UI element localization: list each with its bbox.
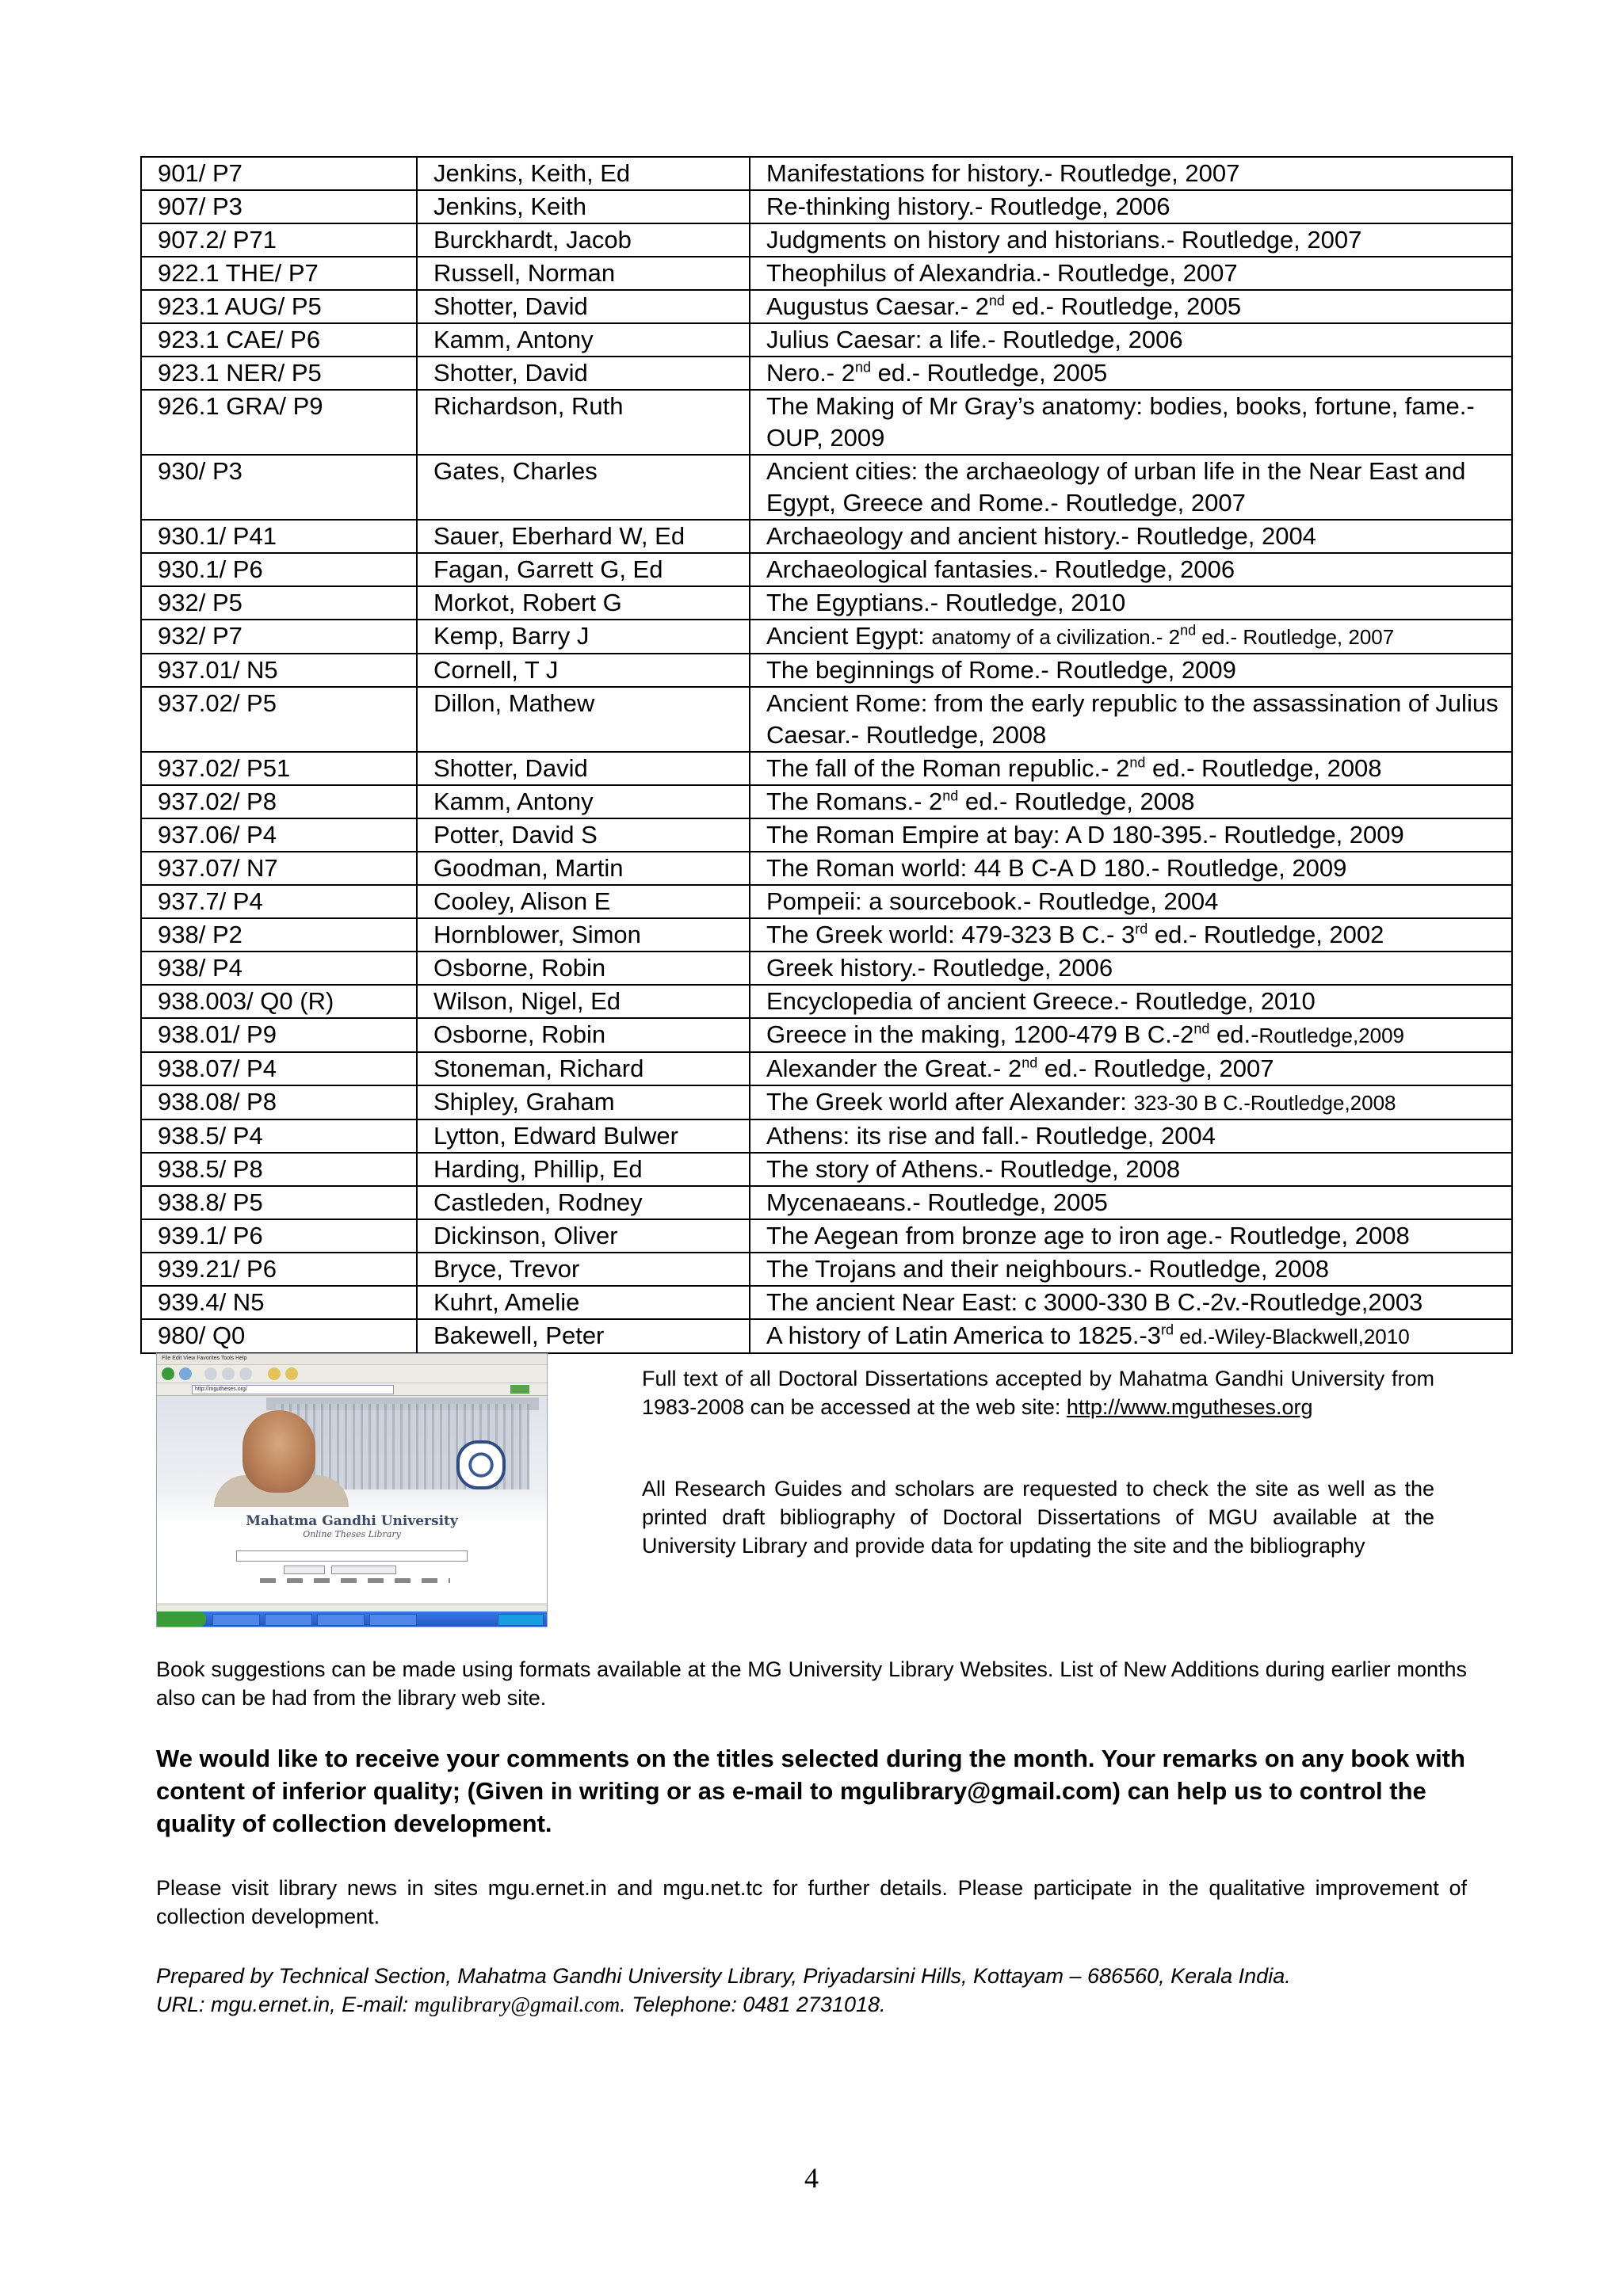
table-row xyxy=(141,257,1512,290)
call-number-cell: 939.1/ P6 xyxy=(141,1219,417,1253)
table-row xyxy=(141,1319,1512,1353)
title-cell xyxy=(750,1018,1512,1052)
call-number-cell: 938.08/ P8 xyxy=(141,1085,417,1119)
table-row xyxy=(141,1119,1512,1153)
address-field: http://mgutheses.org/ xyxy=(192,1385,394,1394)
title-cell xyxy=(750,885,1512,918)
author-cell: Jenkins, Keith, Ed xyxy=(417,157,750,190)
search-icon xyxy=(268,1367,281,1380)
title-text: Pompeii: a sourcebook.- Routledge, 2004 xyxy=(766,887,1219,915)
title-text: The Greek world: 479-323 B C.- 3 xyxy=(766,921,1136,948)
ordinal-superscript: nd xyxy=(1180,622,1197,639)
author-cell: Shipley, Graham xyxy=(417,1085,750,1119)
title-cell xyxy=(750,785,1512,818)
title-text: ed.- Routledge, 2008 xyxy=(1145,754,1382,782)
title-cell xyxy=(750,520,1512,553)
title-cell xyxy=(750,586,1512,620)
title-cell xyxy=(750,918,1512,952)
gandhi-portrait xyxy=(242,1410,315,1493)
title-text: Ancient cities: the archaeology of urban life in the Near East and Egypt, Greece and Rome.- Routledge, 2007 xyxy=(766,457,1466,517)
website-content xyxy=(157,1396,547,1604)
browser-menu-bar xyxy=(157,1354,547,1365)
title-cell xyxy=(750,455,1512,520)
university-emblem-icon xyxy=(456,1440,506,1489)
title-cell xyxy=(750,553,1512,586)
author-cell: Dickinson, Oliver xyxy=(417,1219,750,1253)
title-text: The ancient Near East: c 3000-330 B C.-2v.-Routledge,2003 xyxy=(766,1288,1423,1316)
title-cell xyxy=(750,323,1512,357)
footer-url-prefix: URL: mgu.ernet.in, E-mail: xyxy=(156,1993,414,2016)
title-cell xyxy=(750,1253,1512,1286)
call-number-cell: 930/ P3 xyxy=(141,455,417,520)
title-text: Mycenaeans.- Routledge, 2005 xyxy=(766,1188,1108,1216)
table-row xyxy=(141,952,1512,985)
title-text: The story of Athens.- Routledge, 2008 xyxy=(766,1155,1181,1183)
table-row xyxy=(141,455,1512,520)
author-cell: Morkot, Robert G xyxy=(417,586,750,620)
table-row xyxy=(141,390,1512,455)
refresh-icon xyxy=(222,1367,235,1380)
call-number-cell: 937.06/ P4 xyxy=(141,818,417,852)
call-number-cell: 937.02/ P51 xyxy=(141,752,417,785)
author-cell: Bakewell, Peter xyxy=(417,1319,750,1353)
table-row xyxy=(141,1018,1512,1052)
title-cell xyxy=(750,1319,1512,1353)
title-cell xyxy=(750,1119,1512,1153)
title-text: The beginnings of Rome.- Routledge, 2009 xyxy=(766,656,1236,684)
title-cell xyxy=(750,852,1512,885)
title-text: Routledge,2009 xyxy=(1258,1024,1405,1047)
author-cell: Shotter, David xyxy=(417,357,750,390)
dissertations-info xyxy=(642,1364,1434,1421)
title-cell xyxy=(750,1186,1512,1219)
title-text: ed.- Routledge, 2005 xyxy=(871,359,1108,387)
research-guides-info xyxy=(642,1474,1434,1560)
title-cell xyxy=(750,952,1512,985)
taskbar-item xyxy=(212,1614,260,1626)
table-row xyxy=(141,1286,1512,1319)
author-cell: Shotter, David xyxy=(417,752,750,785)
start-button xyxy=(157,1611,206,1627)
comments-text: We would like to receive your comments on the titles selected during the month. Your remarks on any book with content of inferior quality; (Given in writing or as e-mail to mgulibrary@gmail.com) can help us to control the quality of collection development. xyxy=(156,1745,1465,1837)
title-text: The Romans.- 2 xyxy=(766,788,943,815)
call-number-cell: 932/ P5 xyxy=(141,586,417,620)
table-row xyxy=(141,1085,1512,1119)
table-row xyxy=(141,785,1512,818)
title-text: Archaeological fantasies.- Routledge, 2006 xyxy=(766,555,1235,583)
comments-request xyxy=(156,1742,1467,1840)
website-search-button xyxy=(284,1566,325,1574)
table-row xyxy=(141,654,1512,687)
call-number-cell: 901/ P7 xyxy=(141,157,417,190)
author-cell: Burckhardt, Jacob xyxy=(417,223,750,257)
title-text: ed.- Routledge, 2005 xyxy=(1004,292,1242,320)
prepared-by-footer xyxy=(156,1962,1472,2019)
suggestion-text: Book suggestions can be made using formats available at the MG University Library Websites. List of New Additions during earlier months also can be had from the library web site. xyxy=(156,1657,1467,1710)
table-row xyxy=(141,586,1512,620)
footer-line-2 xyxy=(156,1990,1472,2019)
ordinal-superscript: rd xyxy=(1135,921,1148,937)
table-row xyxy=(141,290,1512,323)
ordinal-superscript: rd xyxy=(1161,1322,1174,1338)
table-row xyxy=(141,885,1512,918)
table-row xyxy=(141,357,1512,390)
home-icon xyxy=(239,1367,252,1380)
call-number-cell: 938.003/ Q0 (R) xyxy=(141,985,417,1018)
ordinal-superscript: nd xyxy=(1193,1020,1210,1037)
call-number-cell: 923.1 NER/ P5 xyxy=(141,357,417,390)
call-number-cell: 939.4/ N5 xyxy=(141,1286,417,1319)
title-text: Theophilus of Alexandria.- Routledge, 2007 xyxy=(766,259,1238,287)
author-cell: Shotter, David xyxy=(417,290,750,323)
author-cell: Russell, Norman xyxy=(417,257,750,290)
title-cell xyxy=(750,1052,1512,1085)
call-number-cell: 938/ P4 xyxy=(141,952,417,985)
author-cell: Gates, Charles xyxy=(417,455,750,520)
author-cell: Sauer, Eberhard W, Ed xyxy=(417,520,750,553)
title-cell xyxy=(750,357,1512,390)
website-search-field xyxy=(236,1550,468,1562)
title-text: The Roman Empire at bay: A D 180-395.- Routledge, 2009 xyxy=(766,821,1404,849)
table-row xyxy=(141,852,1512,885)
title-cell xyxy=(750,257,1512,290)
mgutheses-website-screenshot xyxy=(156,1353,548,1627)
title-text: ed.- Routledge, 2008 xyxy=(958,788,1195,815)
table-row xyxy=(141,1153,1512,1186)
research-guides-text: All Research Guides and scholars are requested to check the site as well as the printed draft bibliography of Doctoral Dissertations of MGU available at the University Library and provide data for updating the site and the bibliography xyxy=(642,1477,1434,1558)
author-cell: Osborne, Robin xyxy=(417,1018,750,1052)
title-text: Ancient Egypt: xyxy=(766,622,932,650)
table-row xyxy=(141,190,1512,223)
footer-phone: . Telephone: 0481 2731018. xyxy=(620,1993,886,2016)
website-subtitle: Online Theses Library xyxy=(303,1529,401,1539)
title-text: Greek history.- Routledge, 2006 xyxy=(766,954,1113,982)
table-row xyxy=(141,818,1512,852)
author-cell: Fagan, Garrett G, Ed xyxy=(417,553,750,586)
title-text: The Egyptians.- Routledge, 2010 xyxy=(766,589,1126,616)
title-text: 323-30 B C.-Routledge,2008 xyxy=(1133,1091,1396,1115)
title-cell xyxy=(750,390,1512,455)
author-cell: Cornell, T J xyxy=(417,654,750,687)
table-row xyxy=(141,157,1512,190)
title-text: ed.- xyxy=(1209,1020,1259,1048)
browser-menu-text: File Edit View Favorites Tools Help xyxy=(162,1356,247,1361)
call-number-cell: 939.21/ P6 xyxy=(141,1253,417,1286)
footer-email: mgulibrary@gmail.com xyxy=(414,1993,621,2016)
title-text: Judgments on history and historians.- Routledge, 2007 xyxy=(766,226,1362,254)
title-text: ed.- Routledge, 2002 xyxy=(1148,921,1384,948)
table-row xyxy=(141,223,1512,257)
call-number-cell: 932/ P7 xyxy=(141,620,417,654)
ordinal-superscript: nd xyxy=(1022,1055,1038,1071)
website-search-options xyxy=(260,1578,450,1583)
author-cell: Kuhrt, Amelie xyxy=(417,1286,750,1319)
call-number-cell: 937.02/ P5 xyxy=(141,687,417,752)
table-row xyxy=(141,1052,1512,1085)
table-row xyxy=(141,1253,1512,1286)
website-advanced-search-button xyxy=(331,1566,396,1574)
taskbar-item xyxy=(369,1614,417,1626)
table-row xyxy=(141,1186,1512,1219)
author-cell: Kamm, Antony xyxy=(417,323,750,357)
title-text: The Making of Mr Gray’s anatomy: bodies, books, fortune, fame.- OUP, 2009 xyxy=(766,392,1475,452)
table-row xyxy=(141,620,1512,654)
go-button xyxy=(510,1385,529,1394)
new-additions-table xyxy=(140,156,1513,1354)
windows-taskbar xyxy=(157,1611,547,1627)
author-cell: Kemp, Barry J xyxy=(417,620,750,654)
title-cell xyxy=(750,752,1512,785)
table-row xyxy=(141,323,1512,357)
author-cell: Wilson, Nigel, Ed xyxy=(417,985,750,1018)
footer-line-1: Prepared by Technical Section, Mahatma Gandhi University Library, Priyadarsini Hills, Kottayam – 686560, Kerala India. xyxy=(156,1964,1291,1988)
visit-text: Please visit library news in sites mgu.ernet.in and mgu.net.tc for further details. Please participate in the qualitative improvement of collection development. xyxy=(156,1876,1467,1928)
ordinal-superscript: nd xyxy=(1129,754,1146,771)
author-cell: Osborne, Robin xyxy=(417,952,750,985)
author-cell: Kamm, Antony xyxy=(417,785,750,818)
title-text: Ancient Rome: from the early republic to the assassination of Julius Caesar.- Routledge, 2008 xyxy=(766,689,1499,749)
call-number-cell: 926.1 GRA/ P9 xyxy=(141,390,417,455)
table-row xyxy=(141,918,1512,952)
call-number-cell: 938.8/ P5 xyxy=(141,1186,417,1219)
system-tray xyxy=(498,1614,544,1626)
call-number-cell: 938/ P2 xyxy=(141,918,417,952)
title-text: ed.- Routledge, 2007 xyxy=(1037,1055,1274,1082)
call-number-cell: 980/ Q0 xyxy=(141,1319,417,1353)
title-cell xyxy=(750,985,1512,1018)
table-row xyxy=(141,1219,1512,1253)
title-cell xyxy=(750,1153,1512,1186)
ordinal-superscript: nd xyxy=(942,788,959,804)
call-number-cell: 930.1/ P41 xyxy=(141,520,417,553)
title-text: Re-thinking history.- Routledge, 2006 xyxy=(766,193,1170,220)
ordinal-superscript: nd xyxy=(988,292,1005,309)
title-text: ed.-Wiley-Blackwell,2010 xyxy=(1174,1325,1410,1348)
mgutheses-link[interactable]: http://www.mgutheses.org xyxy=(1066,1395,1313,1419)
table-row xyxy=(141,752,1512,785)
title-text: Athens: its rise and fall.- Routledge, 2004 xyxy=(766,1122,1216,1150)
author-cell: Stoneman, Richard xyxy=(417,1052,750,1085)
title-cell xyxy=(750,818,1512,852)
call-number-cell: 937.02/ P8 xyxy=(141,785,417,818)
page-number: 4 xyxy=(804,2162,819,2194)
browser-status-bar xyxy=(157,1604,547,1611)
author-cell: Lytton, Edward Bulwer xyxy=(417,1119,750,1153)
author-cell: Potter, David S xyxy=(417,818,750,852)
author-cell: Harding, Phillip, Ed xyxy=(417,1153,750,1186)
suggestion-note xyxy=(156,1655,1467,1712)
browser-address-bar xyxy=(157,1383,547,1396)
table-row xyxy=(141,985,1512,1018)
title-cell xyxy=(750,1286,1512,1319)
title-text: Archaeology and ancient history.- Routledge, 2004 xyxy=(766,522,1316,550)
title-text: ed.- Routledge, 2007 xyxy=(1196,625,1395,649)
title-text: Encyclopedia of ancient Greece.- Routledge, 2010 xyxy=(766,987,1316,1015)
back-icon xyxy=(162,1367,174,1380)
call-number-cell: 938.5/ P8 xyxy=(141,1153,417,1186)
taskbar-item xyxy=(317,1614,365,1626)
author-cell: Cooley, Alison E xyxy=(417,885,750,918)
title-text: The Trojans and their neighbours.- Routledge, 2008 xyxy=(766,1255,1330,1283)
title-cell xyxy=(750,223,1512,257)
forward-icon xyxy=(179,1367,192,1380)
call-number-cell: 937.7/ P4 xyxy=(141,885,417,918)
title-cell xyxy=(750,1085,1512,1119)
call-number-cell: 938.07/ P4 xyxy=(141,1052,417,1085)
title-text: A history of Latin America to 1825.-3 xyxy=(766,1322,1161,1349)
title-text: The fall of the Roman republic.- 2 xyxy=(766,754,1130,782)
table-row xyxy=(141,687,1512,752)
author-cell: Hornblower, Simon xyxy=(417,918,750,952)
title-cell xyxy=(750,654,1512,687)
dissertations-text: Full text of all Doctoral Dissertations accepted by Mahatma Gandhi University from 1983-2008 can be accessed at the web site: xyxy=(642,1367,1434,1419)
favorites-icon xyxy=(285,1367,298,1380)
title-text: Alexander the Great.- 2 xyxy=(766,1055,1022,1082)
title-text: Manifestations for history.- Routledge, 2007 xyxy=(766,159,1240,187)
call-number-cell: 923.1 AUG/ P5 xyxy=(141,290,417,323)
call-number-cell: 930.1/ P6 xyxy=(141,553,417,586)
ordinal-superscript: nd xyxy=(854,359,872,376)
author-cell: Dillon, Mathew xyxy=(417,687,750,752)
title-text: The Aegean from bronze age to iron age.- Routledge, 2008 xyxy=(766,1222,1410,1249)
call-number-cell: 938.5/ P4 xyxy=(141,1119,417,1153)
title-cell xyxy=(750,157,1512,190)
stop-icon xyxy=(204,1367,217,1380)
title-cell xyxy=(750,190,1512,223)
visit-note xyxy=(156,1874,1467,1931)
title-text: Julius Caesar: a life.- Routledge, 2006 xyxy=(766,326,1183,353)
taskbar-item xyxy=(265,1614,312,1626)
title-text: The Greek world after Alexander: xyxy=(766,1088,1134,1116)
call-number-cell: 923.1 CAE/ P6 xyxy=(141,323,417,357)
author-cell: Goodman, Martin xyxy=(417,852,750,885)
title-text: Greece in the making, 1200-479 B C.-2 xyxy=(766,1020,1194,1048)
author-cell: Castleden, Rodney xyxy=(417,1186,750,1219)
title-cell xyxy=(750,620,1512,654)
call-number-cell: 937.01/ N5 xyxy=(141,654,417,687)
title-text: The Roman world: 44 B C-A D 180.- Routledge, 2009 xyxy=(766,854,1347,882)
title-cell xyxy=(750,687,1512,752)
author-cell: Bryce, Trevor xyxy=(417,1253,750,1286)
title-cell xyxy=(750,1219,1512,1253)
title-cell xyxy=(750,290,1512,323)
title-text: Augustus Caesar.- 2 xyxy=(766,292,989,320)
title-text: anatomy of a civilization.- 2 xyxy=(931,625,1181,649)
title-text: Nero.- 2 xyxy=(766,359,855,387)
author-cell: Richardson, Ruth xyxy=(417,390,750,455)
call-number-cell: 907.2/ P71 xyxy=(141,223,417,257)
author-cell: Jenkins, Keith xyxy=(417,190,750,223)
call-number-cell: 907/ P3 xyxy=(141,190,417,223)
call-number-cell: 922.1 THE/ P7 xyxy=(141,257,417,290)
call-number-cell: 937.07/ N7 xyxy=(141,852,417,885)
website-title: Mahatma Gandhi University xyxy=(246,1513,458,1529)
browser-toolbar xyxy=(157,1365,547,1383)
table-body xyxy=(141,157,1512,1353)
table-row xyxy=(141,553,1512,586)
call-number-cell: 938.01/ P9 xyxy=(141,1018,417,1052)
table-row xyxy=(141,520,1512,553)
